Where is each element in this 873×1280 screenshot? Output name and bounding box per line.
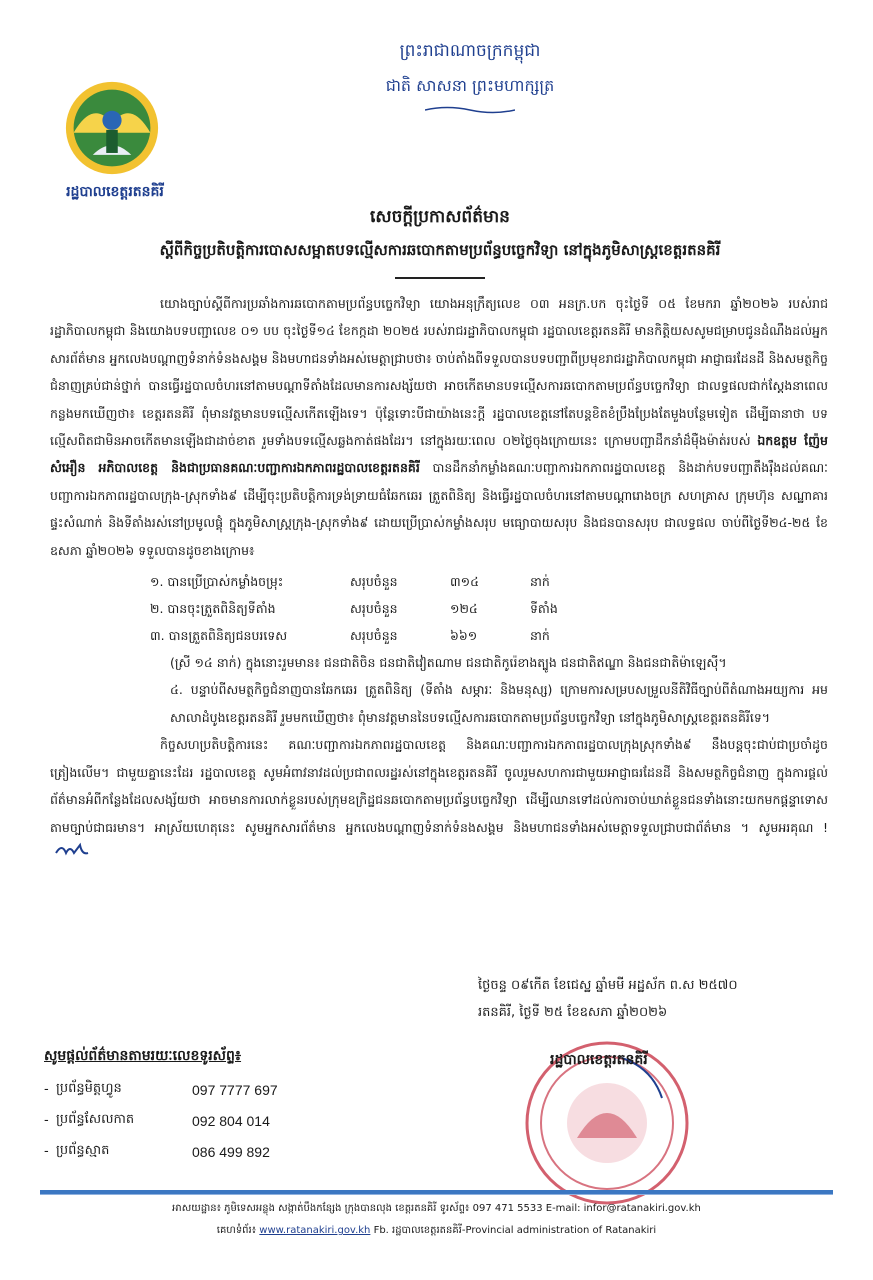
contact-phone[interactable]: 086 499 892 [192, 1143, 270, 1160]
contacts-heading: សូមផ្តល់ព័ត៌មានតាមរយៈលេខទូរស័ព្ទ៖ [44, 1048, 242, 1064]
signer-title: រដ្ឋបាលខេត្តរតនគិរី [550, 1052, 648, 1068]
stat-unit: នាក់ [530, 573, 550, 589]
facebook-info: Fb. រដ្ឋបាលខេត្តរតនគិរី-Provincial administration of Ratanakiri [373, 1225, 657, 1236]
paragraph-2-text: កិច្ចសហប្រតិបត្តិការនេះ គណៈបញ្ជាការឯកភាពរដ្ឋបាលខេត្ត និងគណៈបញ្ជាការឯកភាពរដ្ឋបាលក្រុងស្រុកទាំង៩ នឹងបន្តចុះជាប់ជាប្រចាំដូចត្រៀងលើម។ ជាមួយគ្នានេះដែរ រដ្ឋបាលខេត្ត សូមអំពាវនាវដល់ប្រជាពលរដ្ឋរស់នៅក្នុងខេត្តរតនគិរី ចូលរួមសហការជាមួយអាជ្ញាធរដែនដី និងសមត្ថកិច្ចជំនាញ ក្នុងការផ្តល់ព័ត៌មានអំពីកន្លែងដែលសង្ស័យថា អាចមានការលាក់ខ្លួនរបស់ក្រុមឧក្រិដ្ឋជនឆបោកតាមប្រព័ន្ធបច្ចេកវិទ្យា ដើម្បីឈានទៅដល់ការចាប់ឃាត់ខ្លួនជនទាំងនោះយកមកផ្តន្ទាទោសតាមច្បាប់ជាធរមាន។ អាស្រ័យហេតុនេះ សូមអ្នកសារព័ត៌មាន អ្នកលេងបណ្តាញទំនាក់ទំនងសង្គម និងមហាជនទាំងអស់មេត្តាទទួលជ្រាបជាព័ត៌មាន ។ សូមអរគុណ ! [50, 737, 828, 835]
contact-name: ប្រព័ន្ធសែលកាត [56, 1112, 135, 1127]
contact-name: ប្រព័ន្ធមិត្តហ្វូន [56, 1081, 122, 1096]
list-item [44, 1074, 278, 1105]
date-block [478, 972, 838, 1026]
stats-list [50, 568, 828, 731]
document-title [60, 206, 820, 279]
ornament-divider-icon [425, 105, 515, 115]
stat-value: ៦៦១ [450, 627, 478, 643]
document-body [50, 290, 828, 868]
contacts-list [44, 1074, 278, 1167]
contact-phone[interactable]: 092 804 014 [192, 1112, 270, 1129]
kingdom-header [300, 40, 640, 115]
stat-value: ៣១៤ [450, 573, 479, 589]
kingdom-line-1: ព្រះរាជាណាចក្រកម្ពុជា [399, 41, 541, 61]
stat-label: សរុបចំនួន [350, 573, 398, 589]
title-line-2: ស្តីពីកិច្ចប្រតិបត្តិការបោសសម្អាតបទល្មើសការឆបោកតាមប្រព័ន្ធបច្ចេកវិទ្យា នៅក្នុងភូមិសាស្ត្រខេត្តរតនគិរី [159, 241, 721, 259]
stat-value: ១២៤ [450, 600, 478, 616]
title-line-1: សេចក្តីប្រកាសព័ត៌មាន [370, 207, 510, 227]
stat-unit: ទីតាំង [530, 600, 558, 616]
stat-item: ៣. បានត្រួតពិនិត្យជនបរទេស [150, 627, 288, 643]
stat-item: ១. បានប្រើប្រាស់កម្លាំងចម្រុះ [150, 573, 284, 589]
kingdom-line-2: ជាតិ សាសនា ព្រះមហាក្សត្រ [385, 76, 555, 95]
list-item [50, 568, 828, 595]
footer [40, 1198, 833, 1242]
paragraph-1-tail: បានដឹកនាំកម្លាំងគណៈបញ្ជាការឯកភាពរដ្ឋបាលខេត្ត និងដាក់បទបញ្ជាតឹងរ៉ឹងដល់គណៈបញ្ជាការឯកភាពរដ្ឋបាលក្រុង-ស្រុកទាំង៩ ដើម្បីចុះប្រតិបត្តិការទ្រង់ទ្រាយធំឆែកឆេរ ត្រួតពិនិត្យ និងធ្វើរដ្ឋបាលចំហរនៅតាមបណ្តារោងចក្រ សហគ្រាស ក្រុមហ៊ុន សណ្ឋាគារ ផ្ទះសំណាក់ និងទីតាំងរស់នៅប្រមូលផ្តុំ ក្នុងភូមិសាស្ត្រក្រុង-ស្រុកទាំង៩ ដោយប្រើប្រាស់កម្លាំងសរុប មធ្យោបាយសរុប និងជនបានសរុប ជាលទ្ធផល ចាប់ពីថ្ងៃទី២៤-២៥ ខែឧសភា ឆ្នាំ២០២៦ ទទួលបានដូចខាងក្រោម៖ [50, 460, 828, 558]
stat-label: សរុបចំនួន [350, 627, 398, 643]
paragraph-1 [50, 290, 828, 564]
contact-phone[interactable]: 097 7777 697 [192, 1081, 278, 1098]
stat-3-detail: (ស្រី ១៤ នាក់) ក្នុងនោះរួមមាន៖ ជនជាតិចិន ជនជាតិវៀតណាម ជនជាតិកូរ៉េខាងត្បូង ជនជាតិឥណ្ឌា និងជនជាតិម៉ាឡេស៊ី។ [170, 655, 727, 671]
provincial-logo-icon [64, 80, 160, 176]
lunar-date: ថ្ងៃចន្ទ ០៩កើត ខែជេស្ឋ ឆ្នាំមមី អដ្ឋស័ក ព.ស ២៥៧០ [478, 978, 738, 993]
dash: - [44, 1113, 49, 1128]
contact-name: ប្រព័ន្ធស្មាត [56, 1143, 110, 1158]
footer-web-line [40, 1220, 833, 1242]
footer-address: អាសយដ្ឋាន៖ ភូមិទេសអន្លុង សង្កាត់បឹងកន្សែង ក្រុងបានលុង ខេត្តរតនគិរី ទូរស័ព្ទ៖ 097 471 5533 E-mail: infor@ratanakiri.gov.kh [172, 1203, 701, 1214]
stat-unit: នាក់ [530, 627, 550, 643]
website-link[interactable]: www.ratanakiri.gov.kh [259, 1225, 371, 1236]
stat-label: សរុបចំនួន [350, 600, 398, 616]
website-label: គេហទំព័រ៖ [216, 1225, 257, 1236]
list-item [44, 1136, 278, 1167]
list-item [50, 622, 828, 649]
initials-signature-icon [54, 841, 92, 859]
paragraph-2 [50, 731, 828, 868]
governor-name: ឯកឧត្តម ញ៉ែម សំអឿន អភិបាលខេត្ត និងជាប្រធានគណៈបញ្ជាការឯកភាពរដ្ឋបាលខេត្តរតនគិរី [50, 433, 828, 476]
dash: - [44, 1082, 49, 1097]
title-divider [395, 277, 485, 279]
list-item [44, 1105, 278, 1136]
stat-item: ២. បានចុះត្រួតពិនិត្យទីតាំង [150, 600, 276, 616]
list-item-4: ៤. បន្ទាប់ពីសមត្ថកិច្ចជំនាញបានឆែកឆេរ ត្រួតពិនិត្យ (ទីតាំង សម្ភារៈ និងមនុស្ស) ក្រោមការសម្របសម្រួលនីតិវិធីច្បាប់ពីតំណាងអយ្យការ អមសាលាដំបូងខេត្តរតនគិរី រួមមកឃើញថា៖ ពុំមានវត្តមាននៃបទល្មើសការឆបោកតាមប្រព័ន្ធបច្ចេកវិទ្យា នៅក្នុងភូមិសាស្ត្រខេត្តរតនគិរីទេ។ [170, 682, 828, 725]
solar-date: រតនគិរី, ថ្ងៃទី ២៥ ខែឧសភា ឆ្នាំ២០២៦ [478, 1005, 668, 1020]
list-item [50, 595, 828, 622]
org-name: រដ្ឋបាលខេត្តរតនគិរី [66, 184, 164, 200]
paragraph-1-text: យោងច្បាប់ស្តីពីការប្រឆាំងការឆបោកតាមប្រព័ន្ធបច្ចេកវិទ្យា យោងអនុក្រឹត្យលេខ ០៣ អនក្រ.បក ចុះថ្ងៃទី ០៥ ខែមករា ឆ្នាំ២០២៦ របស់រាជរដ្ឋាភិបាលកម្ពុជា និងយោងបទបញ្ជាលេខ ០១ បប ចុះថ្ងៃទី១៤ ខែកក្កដា ២០២៥ របស់រាជរដ្ឋាភិបាលកម្ពុជា រដ្ឋបាលខេត្តរតនគិរី មានកិត្តិយសសូមជម្រាបជូនដំណឹងដល់អ្នកសារព័ត៌មាន អ្នកលេងបណ្តាញទំនាក់ទំនងសង្គម និងមហាជនទាំងអស់មេត្តាជ្រាបថា៖ ចាប់តាំងពីទទួលបានបទបញ្ជាពីប្រមុខរាជរដ្ឋាភិបាលកម្ពុជា អាជ្ញាធរដែនដី និងសមត្ថកិច្ចជំនាញគ្រប់ជាន់ថ្នាក់ បានធ្វើរដ្ឋបាលចំហរនៅតាមបណ្តាទីតាំងដែលមានការសង្ស័យថា អាចកើតមានបទល្មើសការឆបោកតាមប្រព័ន្ធបច្ចេកវិទ្យា ជាលទ្ធផលជាក់ស្តែងនាពេលកន្លងមកឃើញថា៖ ខេត្តរតនគិរី ពុំមានវត្តមានបទល្មើសកើតឡើងទេ។ ប៉ុន្តែទោះបីជាយ៉ាងនេះក្តី រដ្ឋបាលខេត្តនៅតែបន្តខិតខំប្រឹងប្រែងតែមួងបន្ថែមទៀត ដើម្បីធានាថា បទល្មើសពិតជាមិនអាចកើតមានឡើងជាដាច់ខាត រួមទាំងបទល្មើសឆ្លងកាត់ផងដែរ។ នៅក្នុងរយៈពេល ០២ថ្ងៃចុងក្រោយនេះ ក្រោមបញ្ជាដឹកនាំដ៏ម៉ឺងម៉ាត់របស់ [50, 296, 828, 449]
dash: - [44, 1144, 49, 1159]
footer-divider [40, 1190, 833, 1195]
